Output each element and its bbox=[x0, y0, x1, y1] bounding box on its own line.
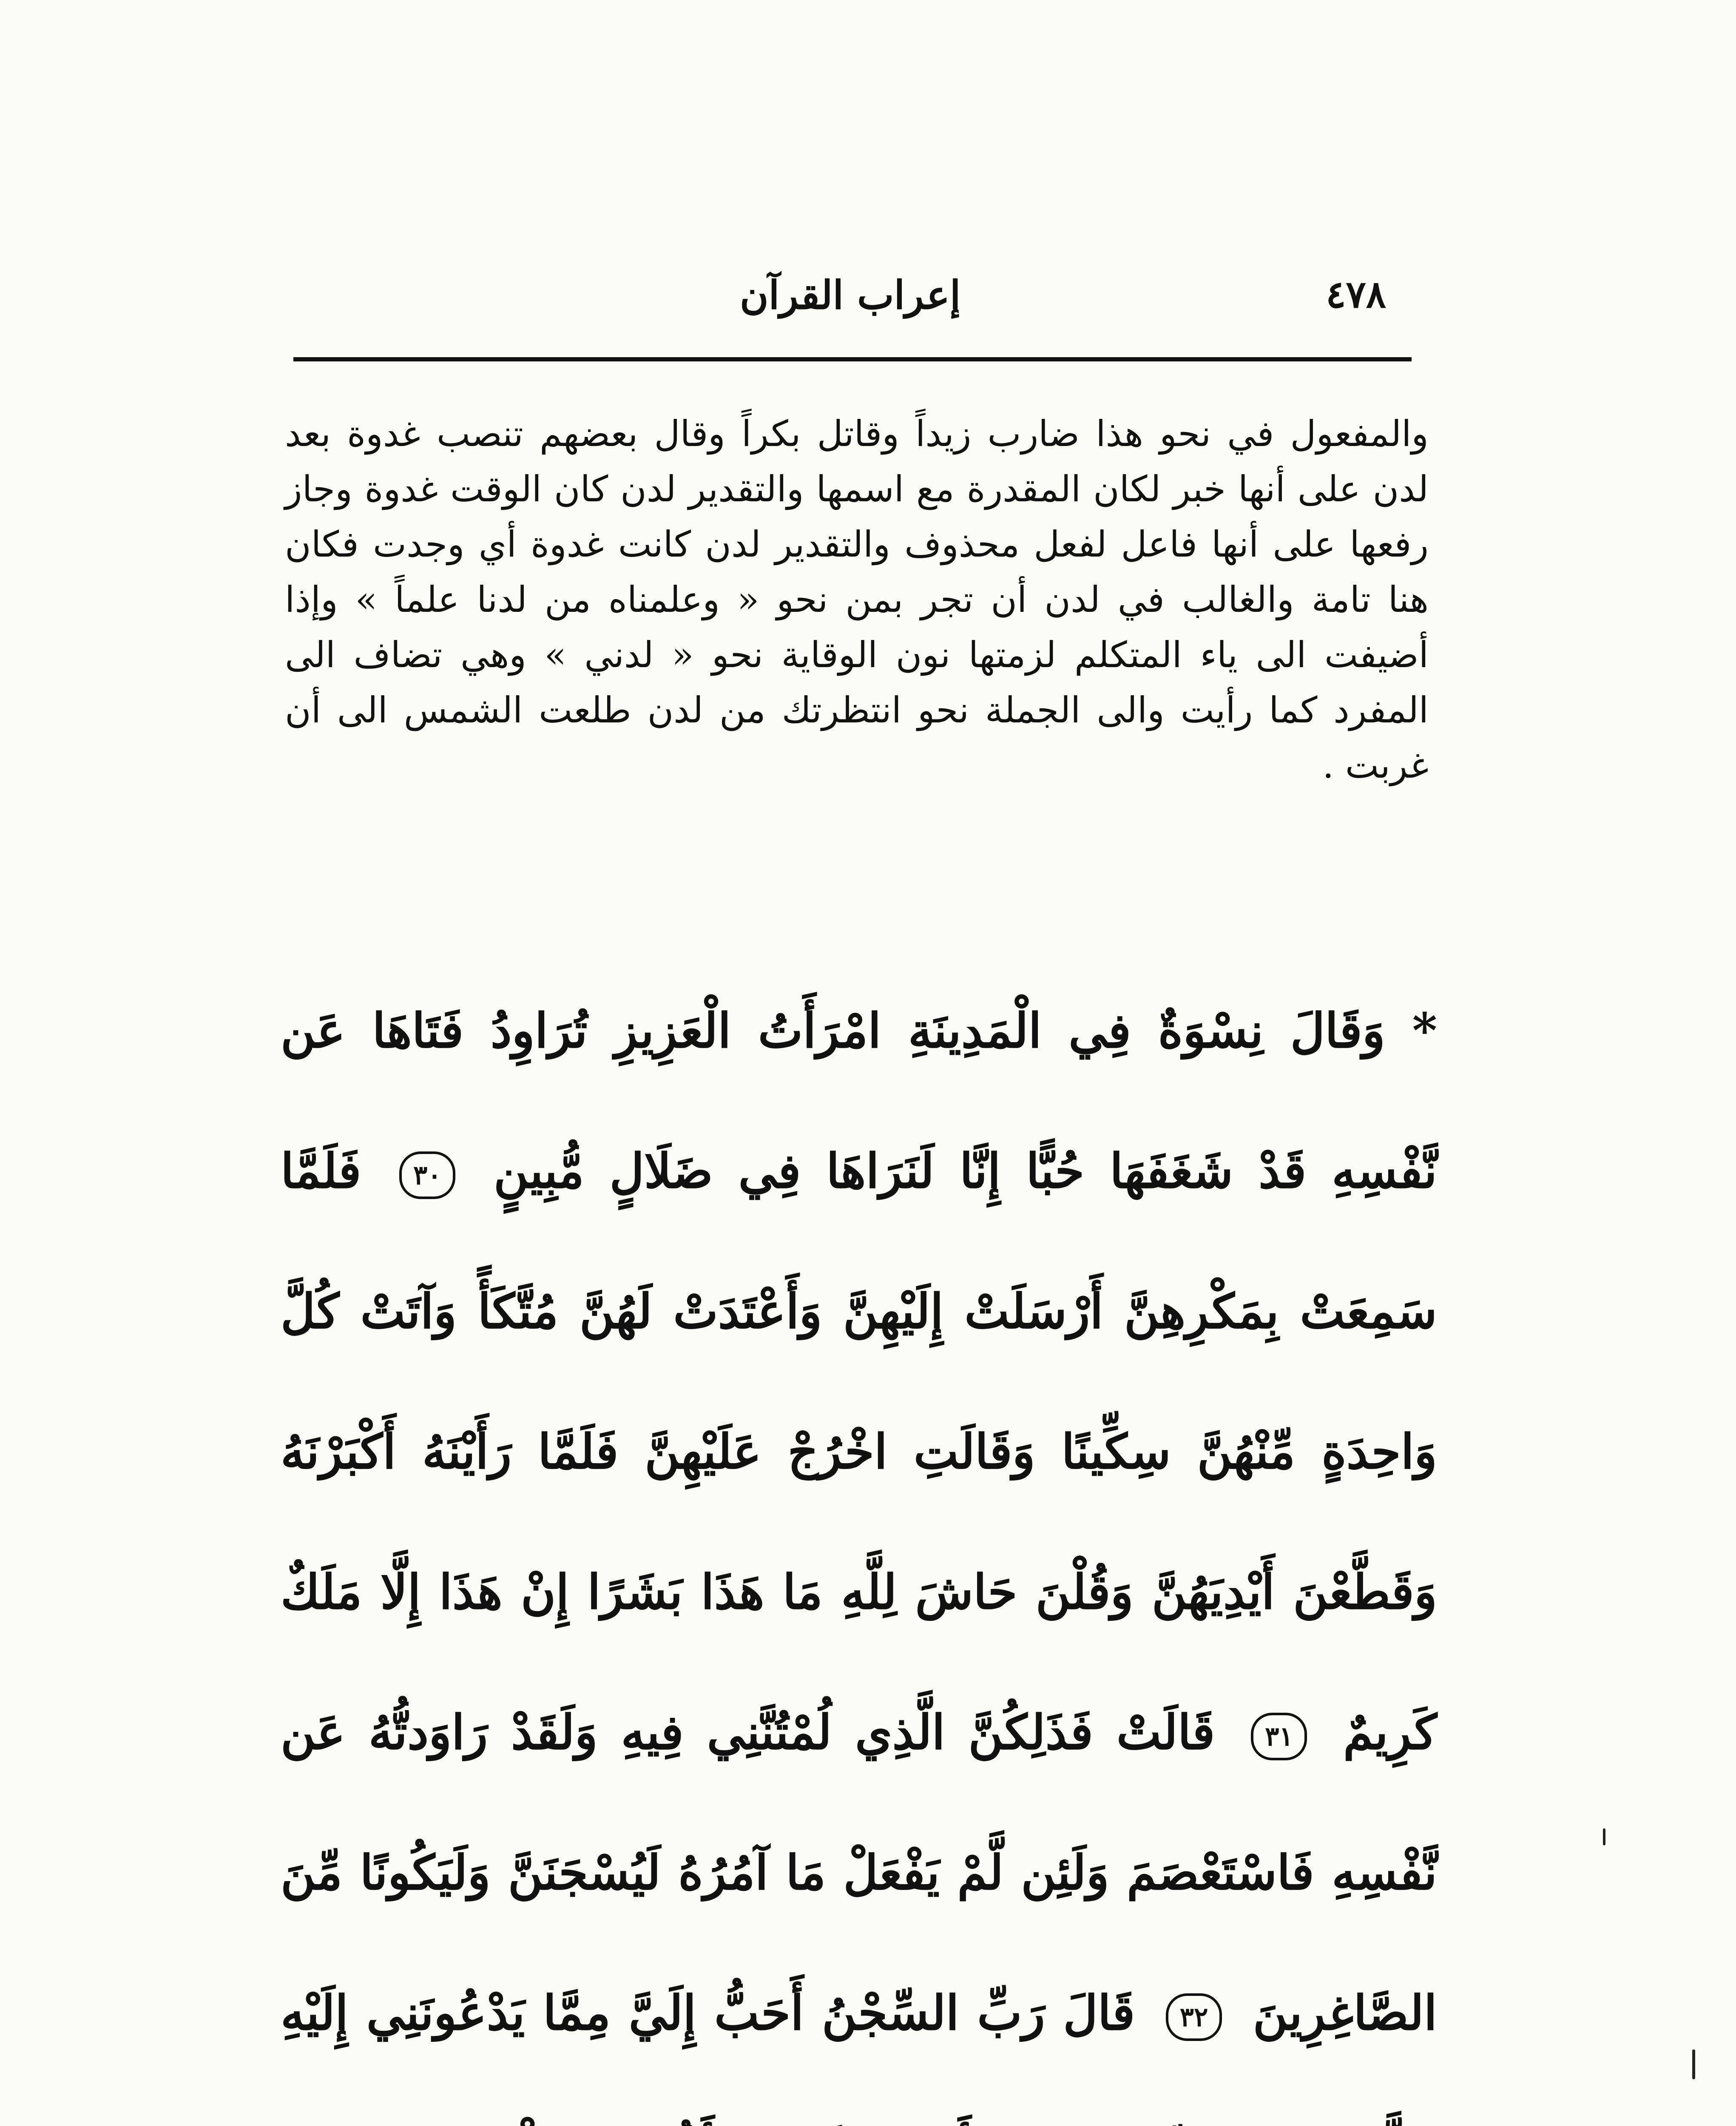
scan-speck bbox=[1603, 1828, 1605, 1845]
running-title: إعراب القرآن bbox=[740, 272, 961, 318]
ayah-number-31: ٣١ bbox=[1251, 1713, 1307, 1760]
verse-32-text: قَالَتْ فَذَلِكُنَّ الَّذِي لُمْتُنَّنِي فِيهِ وَلَقَدْ رَاوَدتُّهُ عَن نَّفْسِهِ فَاسْتَعْصَمَ وَلَئِن لَّمْ يَفْعَلْ مَا آمُرُهُ لَيُسْجَنَنَّ وَلَيَكُونًا مِّنَ الصَّاغِرِينَ bbox=[281, 1705, 1438, 2041]
commentary-text: والمفعول في نحو هذا ضارب زيداً وقاتل بكراً وقال بعضهم تنصب غدوة بعد لدن على أنها خبر لكان المقدرة مع اسمها والتقدير لدن كان الوقت غدوة وجاز رفعها على أنها فاعل لفعل محذوف والتقدير لدن كانت غدوة أي وجدت فكان هنا تامة والغالب في لدن أن تجر بمن نحو « وعلمناه من لدنا علماً » وإذا أضيفت الى ياء المتكلم لزمتها نون الوقاية نحو « لدني » وهي تضاف الى المفرد كما رأيت والى الجملة نحو انتظرتك من لدن طلعت الشمس الى أن غربت . bbox=[285, 413, 1429, 786]
verse-paragraph bbox=[281, 961, 1437, 2126]
ayah-number-30: ٣٠ bbox=[399, 1151, 455, 1199]
scan-speck bbox=[1692, 2049, 1695, 2079]
verse-33-text: قَالَ رَبِّ السِّجْنُ أَحَبُّ إِلَيَّ مِمَّا يَدْعُونَنِي إِلَيْهِ bbox=[281, 1985, 1135, 2041]
page-number: ٤٧٨ bbox=[1326, 272, 1386, 316]
star-mark: * bbox=[1412, 1003, 1438, 1059]
verse-31-text: فَلَمَّا سَمِعَتْ بِمَكْرِهِنَّ أَرْسَلَتْ إِلَيْهِنَّ وَأَعْتَدَتْ لَهُنَّ مُتَّكَأً وَآتَتْ كُلَّ وَاحِدَةٍ مِّنْهُنَّ سِكِّينًا وَقَالَتِ اخْرُجْ عَلَيْهِنَّ فَلَمَّا رَأَيْنَهُ أَكْبَرْنَهُ وَقَطَّعْنَ أَيْدِيَهُنَّ وَقُلْنَ حَاشَ لِلَّهِ مَا هَذَا بَشَرًا إِنْ هَذَا إِلَّا مَلَكٌ كَرِيمٌ bbox=[281, 1143, 1437, 1760]
page-header bbox=[289, 272, 1412, 336]
header-rule bbox=[293, 357, 1412, 361]
quran-verses bbox=[281, 961, 1437, 2126]
verse-30-text: وَقَالَ نِسْوَةٌ فِي الْمَدِينَةِ امْرَأَتُ الْعَزِيزِ تُرَاوِدُ فَتَاهَا عَن نَّفْسِهِ قَدْ شَغَفَهَا حُبًّا إِنَّا لَنَرَاهَا فِي ضَلَالٍ مُّبِينٍ bbox=[281, 1003, 1437, 1199]
commentary-paragraph bbox=[285, 406, 1429, 793]
ayah-number-32: ٣٢ bbox=[1166, 1993, 1222, 2041]
